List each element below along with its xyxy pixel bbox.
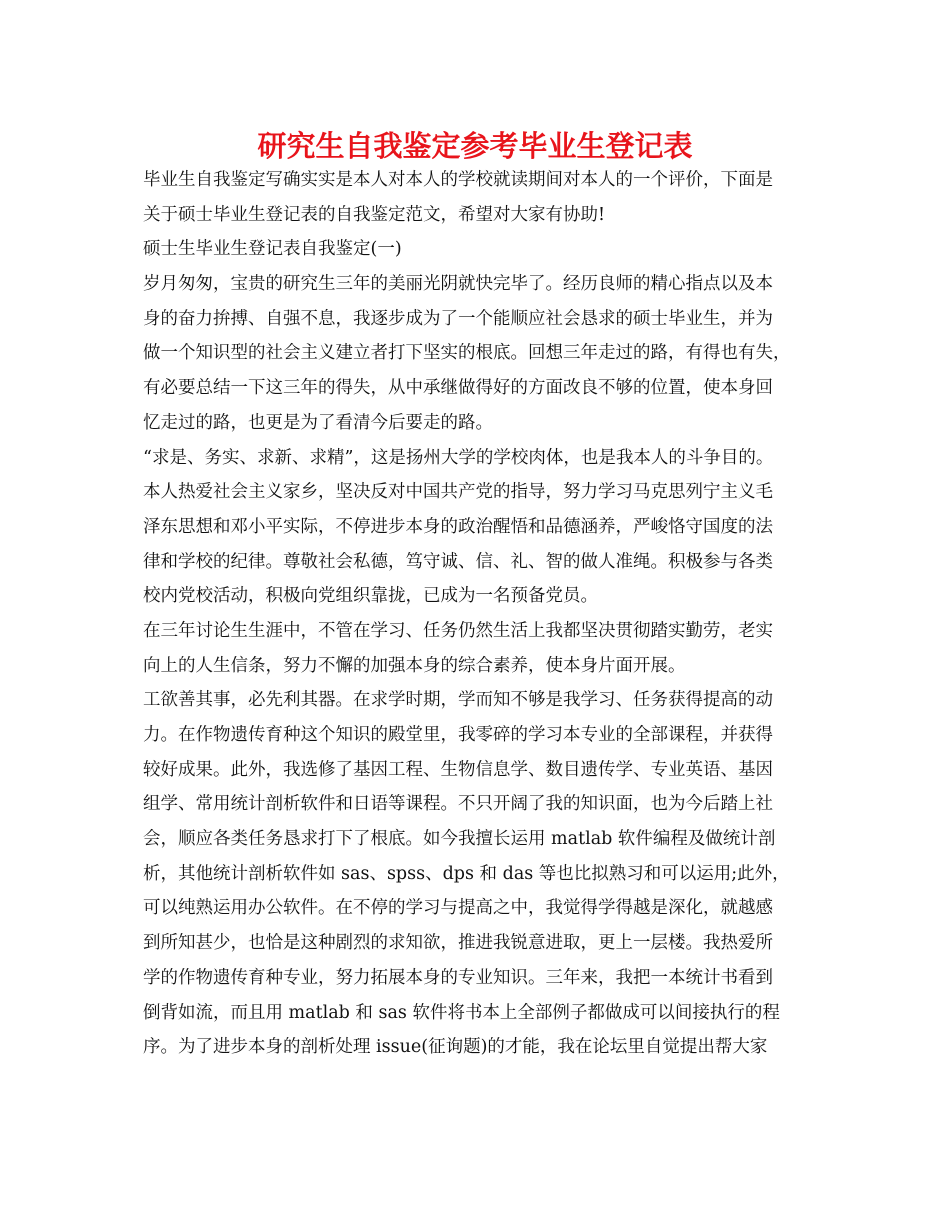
text-line: 校内党校活动，积极向党组织靠拢，已成为一名预备党员。 [143, 586, 598, 607]
text-line: 做一个知识型的社会主义建立者打下坚实的根底。回想三年走过的路，有得也有失， [143, 343, 791, 364]
text-line: 到所知甚少，也恰是这种剧烈的求知欲，推进我锐意进取，更上一层楼。我热爱所 [143, 933, 773, 954]
text-line: 泽东思想和邓小平实际，不停进步本身的政治醒悟和品德涵养，严峻恪守国度的法 [143, 516, 773, 537]
text-line: 在三年讨论生生涯中，不管在学习、任务仍然生活上我都坚决贯彻踏实勤劳，老实 [143, 620, 773, 641]
text-line: “求是、务实、求新、求精”，这是扬州大学的学校肉体，也是我本人的斗争目的。 [143, 447, 774, 468]
text-line: 关于硕士毕业生登记表的自我鉴定范文，希望对大家有协助! [143, 204, 606, 225]
text-line: 律和学校的纪律。尊敬社会私德，笃守诚、信、礼、智的做人准绳。积极参与各类 [143, 551, 773, 572]
text-line: 倒背如流，而且用 matlab 和 sas 软件将书本上全部例子都做成可以间接执行的程 [143, 1002, 780, 1023]
text-line: 会，顺应各类任务恳求打下了根底。如今我擅长运用 matlab 软件编程及做统计剖 [143, 829, 776, 850]
text-line: 岁月匆匆，宝贵的研究生三年的美丽光阴就快完毕了。经历良师的精心指点以及本 [143, 274, 773, 295]
text-line: 有必要总结一下这三年的得失，从中承继做得好的方面改良不够的位置，使本身回 [143, 378, 773, 399]
document-body [143, 163, 823, 1065]
text-line: 学的作物遗传育种专业，努力拓展本身的专业知识。三年来，我把一本统计书看到 [143, 967, 773, 988]
text-line: 身的奋力拚搏、自强不息，我逐步成为了一个能顺应社会恳求的硕士毕业生，并为 [143, 308, 773, 329]
text-line: 工欲善其事，必先利其器。在求学时期，学而知不够是我学习、任务获得提高的动 [143, 690, 773, 711]
text-line: 忆走过的路，也更是为了看清今后要走的路。 [143, 412, 493, 433]
text-line: 可以纯熟运用办公软件。在不停的学习与提高之中，我觉得学得越是深化，就越感 [143, 898, 773, 919]
text-line: 毕业生自我鉴定写确实实是本人对本人的学校就读期间对本人的一个评价，下面是 [143, 170, 773, 190]
text-line: 序。为了进步本身的剖析处理 issue(征询题)的才能，我在论坛里自觉提出帮大家 [143, 1037, 768, 1058]
text-line: 本人热爱社会主义家乡，坚决反对中国共产党的指导，努力学习马克思列宁主义毛 [143, 482, 773, 503]
text-line: 力。在作物遗传育种这个知识的殿堂里，我零碎的学习本专业的全部课程，并获得 [143, 725, 773, 745]
text-line: 向上的人生信条，努力不懈的加强本身的综合素养，使本身片面开展。 [143, 655, 686, 676]
text-line: 较好成果。此外，我选修了基因工程、生物信息学、数目遗传学、专业英语、基因 [143, 759, 773, 780]
text-line: 组学、常用统计剖析软件和日语等课程。不只开阔了我的知识面，也为今后踏上社 [143, 794, 773, 815]
text-line: 析，其他统计剖析软件如 sas、spss、dps 和 das 等也比拟熟习和可以运用;此外， [143, 863, 790, 884]
document-title: 研究生自我鉴定参考毕业生登记表 [257, 129, 693, 163]
section-heading: 硕士生毕业生登记表自我鉴定(一) [143, 239, 402, 260]
